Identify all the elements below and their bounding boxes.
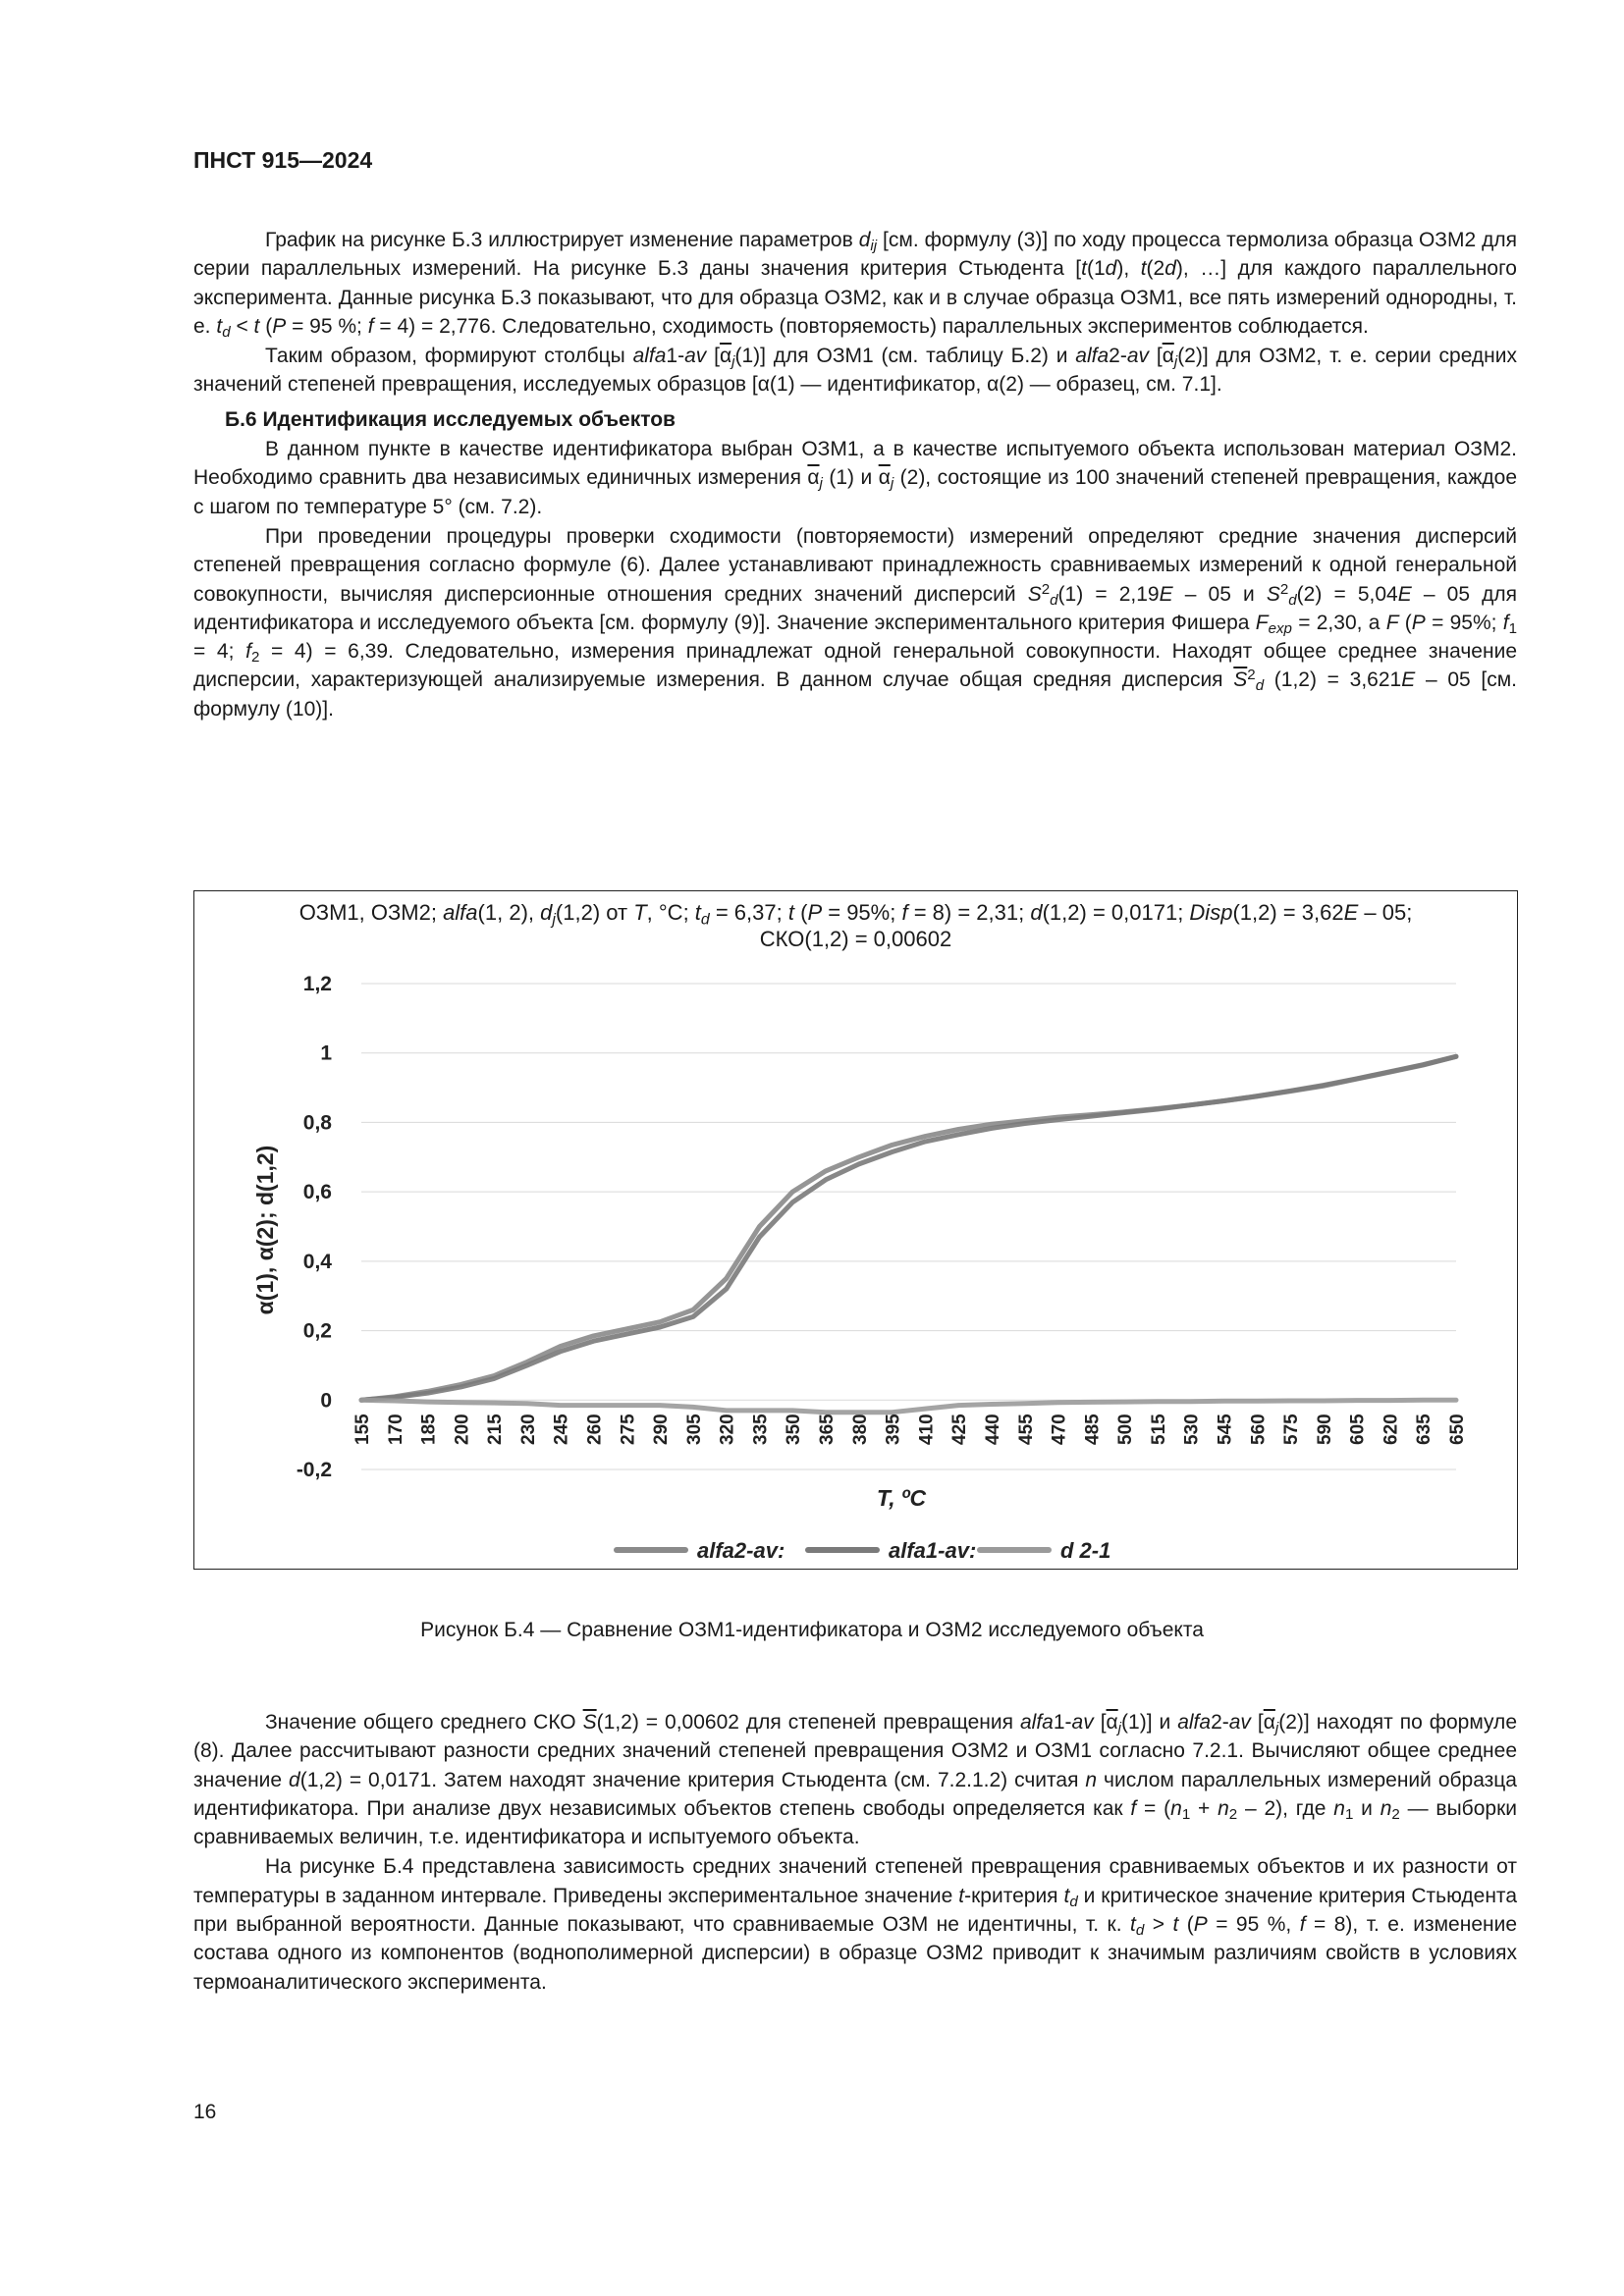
document-code: ПНСТ 915—2024: [193, 147, 373, 173]
x-tick-label: 200: [452, 1414, 473, 1445]
x-tick-label: 170: [385, 1414, 406, 1445]
x-tick-label: 500: [1115, 1414, 1137, 1445]
figure-b4-chart: [193, 890, 1518, 1570]
x-tick-label: 575: [1281, 1414, 1303, 1445]
paragraph-1: График на рисунке Б.3 иллюстрирует изменение параметров $d_{ij}$ [см. формулу (3)] по ходу процесса термолиза образца ОЗМ2 для серии параллельных измерений. На рисунке Б.3 даны значения критерия Стьюдента [t(1d), t(2d), …] для каждого параллельного эксперимента. Данные рисунка Б.3 показывают, что для образца ОЗМ2, как и в случае образца ОЗМ1, все пять измерений однородны, т. е. $t_d < t$ (P = 95 %; f = 4) = 2,776. Следовательно, сходимость (повторяемость) параллельных экспериментов соблюдается.: [193, 229, 1517, 342]
x-tick-label: 290: [651, 1414, 673, 1445]
paragraph-5: Значение общего среднего СКО $\overline{S}(1,2) = 0,00602$ для степеней превращения alfa1-av $[\overline{\alpha}_j(1)]$ и alfa2-av $[\overline{\alpha}_j(2)]$ находят по формуле (8). Далее рассчитывают разности средних значений степеней превращения ОЗМ2 и ОЗМ1 согласно 7.2.1. Вычисляют общее среднее значение d(1,2) = 0,0171. Затем находят значение критерия Стьюдента (см. 7.2.1.2) считая n числом параллельных измерений образца идентификатора. При анализе двух независимых объектов степень свободы определяется как $f = (n_1 + n_2 - 2)$, где $n_1$ и $n_2$ — выборки сравниваемых величин, т.е. идентификатора и испытуемого объекта.: [193, 1711, 1517, 1849]
x-tick-label: 275: [618, 1414, 639, 1445]
series-line-1: [361, 1056, 1456, 1400]
paragraph-4: При проведении процедуры проверки сходимости (повторяемости) измерений определяют средние значения дисперсий степеней превращения согласно формуле (6). Далее устанавливают принадлежность сравниваемых измерений к одной генеральной совокупности, вычисляя дисперсионные отношения средних значений дисперсий $S^2_d(1) = 2,19E - 05$ и $S^2_d(2) = 5,04E - 05$ для идентификатора и исследуемого объекта [см. формулу (9)]. Значение экспериментального критерия Фишера $F_{exp} = 2,30$, а F (P = 95%; $f_1 = 4$; $f_2 = 4) = 6,39$. Следовательно, измерения принадлежат одной генеральной совокупности. Находят общее среднее значение дисперсии, характеризующей анализируемые измерения. В данном случае общая средняя дисперсия $\overline{S}^2_d$ (1,2) = 3,621E – 05 [см. формулу (10)].: [193, 524, 1518, 721]
x-tick-label: 620: [1380, 1414, 1402, 1445]
x-tick-label: 365: [817, 1414, 839, 1445]
y-tick-label: 0,6: [302, 1181, 332, 1204]
x-tick-label: 230: [517, 1414, 539, 1445]
x-tick-label: 305: [683, 1414, 705, 1445]
legend-label: d 2-1: [1060, 1538, 1111, 1563]
paragraph-2: Таким образом, формируют столбцы alfa1-av $[\overline{\alpha}_j(1)]$ для ОЗМ1 (см. таблицу Б.2) и alfa2-av $[\overline{\alpha}_j(2)]$ для ОЗМ2, т. е. серии средних значений степеней превращения, исследуемых образцов [α(1) — идентификатор, α(2) — образец, см. 7.1].: [193, 345, 1517, 397]
y-tick-label: 0: [320, 1389, 332, 1413]
legend-label: alfa2-av:: [697, 1538, 785, 1563]
x-tick-label: 485: [1082, 1414, 1104, 1445]
page-number: 16: [193, 2101, 217, 2123]
y-tick-label: 1,2: [302, 973, 332, 995]
x-tick-label: 530: [1181, 1414, 1203, 1445]
x-tick-label: 455: [1015, 1414, 1037, 1445]
x-tick-label: 425: [949, 1414, 971, 1445]
x-tick-label: 260: [584, 1414, 606, 1445]
x-tick-label: 215: [485, 1414, 507, 1445]
paragraph-6: На рисунке Б.4 представлена зависимость средних значений степеней превращения сравниваемых объектов и их разности от температуры в заданном интервале. Приведены экспериментальное значение t-критерия $t_d$ и критическое значение критерия Стьюдента при выбранной вероятности. Данные показывают, что сравниваемые ОЗМ не идентичны, т. к. $t_d > t$ (P = 95 %, f = 8), т. е. изменение состава одного из компонентов (воднополимерной дисперсии) в образце ОЗМ2 приводит к значимым различиям свойств в условиях термоаналитического эксперимента.: [193, 1855, 1518, 1994]
x-tick-label: 395: [883, 1414, 904, 1445]
series-line-2: [361, 1056, 1456, 1400]
y-tick-label: 0,2: [302, 1319, 332, 1343]
x-tick-label: 380: [849, 1414, 871, 1445]
x-tick-label: 650: [1447, 1414, 1468, 1445]
x-tick-label: 515: [1148, 1414, 1169, 1445]
x-tick-label: 560: [1248, 1414, 1270, 1445]
legend-label: alfa1-av:: [889, 1538, 977, 1563]
x-tick-label: 605: [1347, 1414, 1369, 1445]
x-tick-label: 245: [551, 1414, 572, 1445]
chart-plot: [194, 891, 1516, 1568]
figure-caption: Рисунок Б.4 — Сравнение ОЗМ1-идентификатора и ОЗМ2 исследуемого объекта: [420, 1619, 1204, 1641]
x-tick-label: 635: [1414, 1414, 1435, 1445]
x-tick-label: 440: [982, 1414, 1003, 1445]
x-tick-label: 545: [1215, 1414, 1236, 1445]
y-tick-label: 0,8: [302, 1111, 332, 1135]
x-tick-label: 185: [418, 1414, 440, 1445]
x-tick-label: 590: [1314, 1414, 1335, 1445]
text-block-bottom: [193, 1708, 1517, 1997]
section-heading: Б.6 Идентификация исследуемых объектов: [225, 407, 676, 431]
x-tick-label: 155: [352, 1414, 373, 1445]
y-tick-label: 1: [320, 1041, 332, 1065]
x-tick-label: 320: [717, 1414, 738, 1445]
x-tick-label: 470: [1049, 1414, 1070, 1445]
x-axis-label: T, ºC: [876, 1485, 927, 1511]
paragraph-3: В данном пункте в качестве идентификатора выбран ОЗМ1, а в качестве испытуемого объекта использован материал ОЗМ2. Необходимо сравнить два независимых единичных измерения $\overline{\alpha}_j$ (1) и $\overline{\alpha}_j$ (2), состоящие из 100 значений степеней превращения, каждое с шагом по температуре 5° (см. 7.2).: [193, 438, 1518, 518]
y-axis-label: α(1), α(2); d(1,2): [252, 1145, 278, 1315]
y-tick-label: -0,2: [296, 1459, 332, 1481]
chart-title: ОЗМ1, ОЗМ2; alfa(1, 2), $d_j(1,2)$ от T, °С; $t_d = 6,37$; t (P = 95%; f = 8) = 2,31; d(1,2) = 0,0171; Disp(1,2) = 3,62E – 05; СКО(1,2) = 0,00602: [298, 900, 1413, 951]
x-tick-label: 335: [750, 1414, 772, 1445]
x-tick-label: 410: [916, 1414, 938, 1445]
series-line-3: [361, 1400, 1456, 1412]
x-tick-label: 350: [784, 1414, 805, 1445]
y-tick-label: 0,4: [302, 1250, 332, 1273]
text-block-top: [193, 226, 1517, 723]
